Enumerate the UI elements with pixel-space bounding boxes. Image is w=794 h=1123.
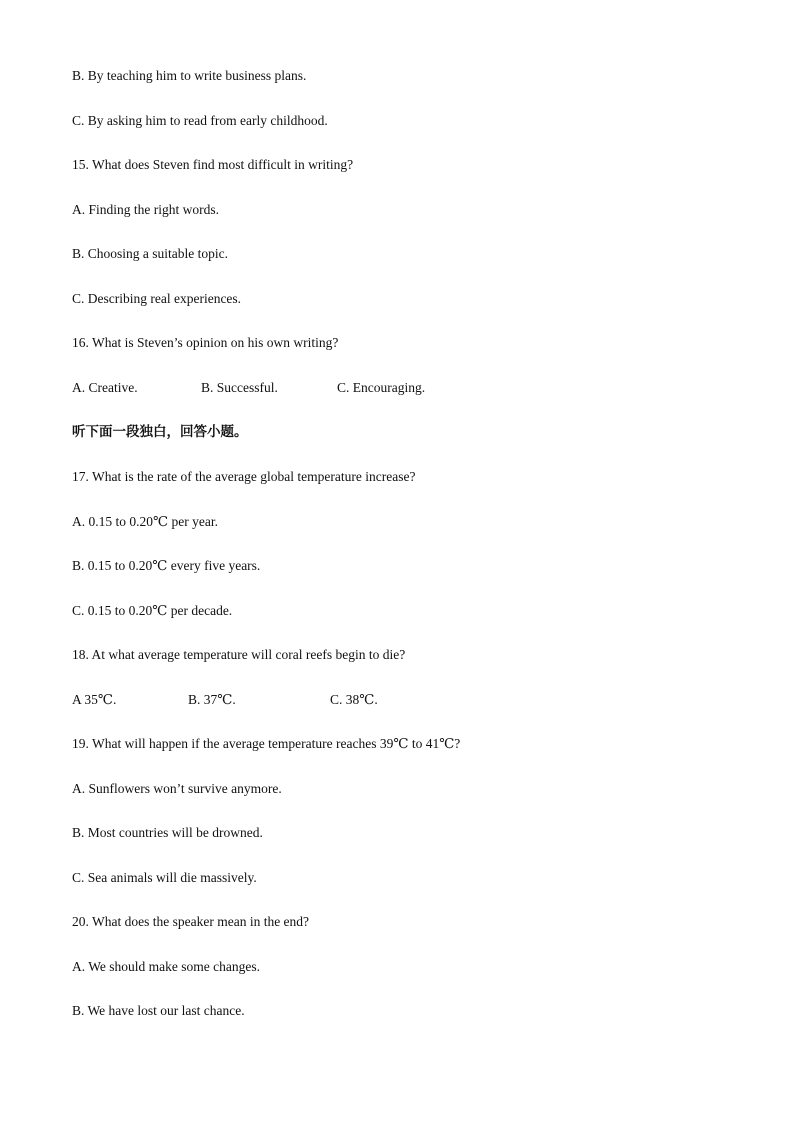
q18-option-c: C. 38℃. [330, 692, 378, 707]
q19-option-c: C. Sea animals will die massively. [72, 870, 257, 885]
question-19: 19. What will happen if the average temperature reaches 39℃ to 41℃? [72, 736, 461, 751]
q19-option-b: B. Most countries will be drowned. [72, 825, 263, 840]
q15-option-b: B. Choosing a suitable topic. [72, 246, 228, 261]
q18-options-row [72, 692, 672, 708]
q15-option-c: C. Describing real experiences. [72, 291, 242, 306]
q14-option-c: C. By asking him to read from early childhood. [72, 113, 328, 128]
q19-option-a: A. Sunflowers won’t survive anymore. [72, 781, 282, 796]
q20-option-b: B. We have lost our last chance. [72, 1003, 245, 1018]
q14-option-b: B. By teaching him to write business plans. [72, 68, 307, 83]
q20-option-a: A. We should make some changes. [72, 959, 260, 974]
question-18: 18. At what average temperature will coral reefs begin to die? [72, 647, 406, 662]
q17-option-c: C. 0.15 to 0.20℃ per decade. [72, 603, 233, 618]
question-20: 20. What does the speaker mean in the end? [72, 914, 310, 929]
q18-option-b: B. 37℃. [188, 692, 236, 707]
q15-option-a: A. Finding the right words. [72, 202, 219, 217]
section-heading: 听下面一段独白，回答小题。 [72, 424, 248, 440]
q16-options-row [72, 380, 672, 396]
question-15: 15. What does Steven find most difficult in writing? [72, 157, 354, 172]
q17-option-a: A. 0.15 to 0.20℃ per year. [72, 514, 218, 529]
q16-option-b: B. Successful. [201, 380, 278, 395]
question-16: 16. What is Steven’s opinion on his own writing? [72, 335, 339, 350]
question-17: 17. What is the rate of the average global temperature increase? [72, 469, 416, 484]
q18-option-a: A 35℃. [72, 692, 117, 707]
q16-option-a: A. Creative. [72, 380, 138, 395]
q17-option-b: B. 0.15 to 0.20℃ every five years. [72, 558, 261, 573]
q16-option-c: C. Encouraging. [337, 380, 426, 395]
